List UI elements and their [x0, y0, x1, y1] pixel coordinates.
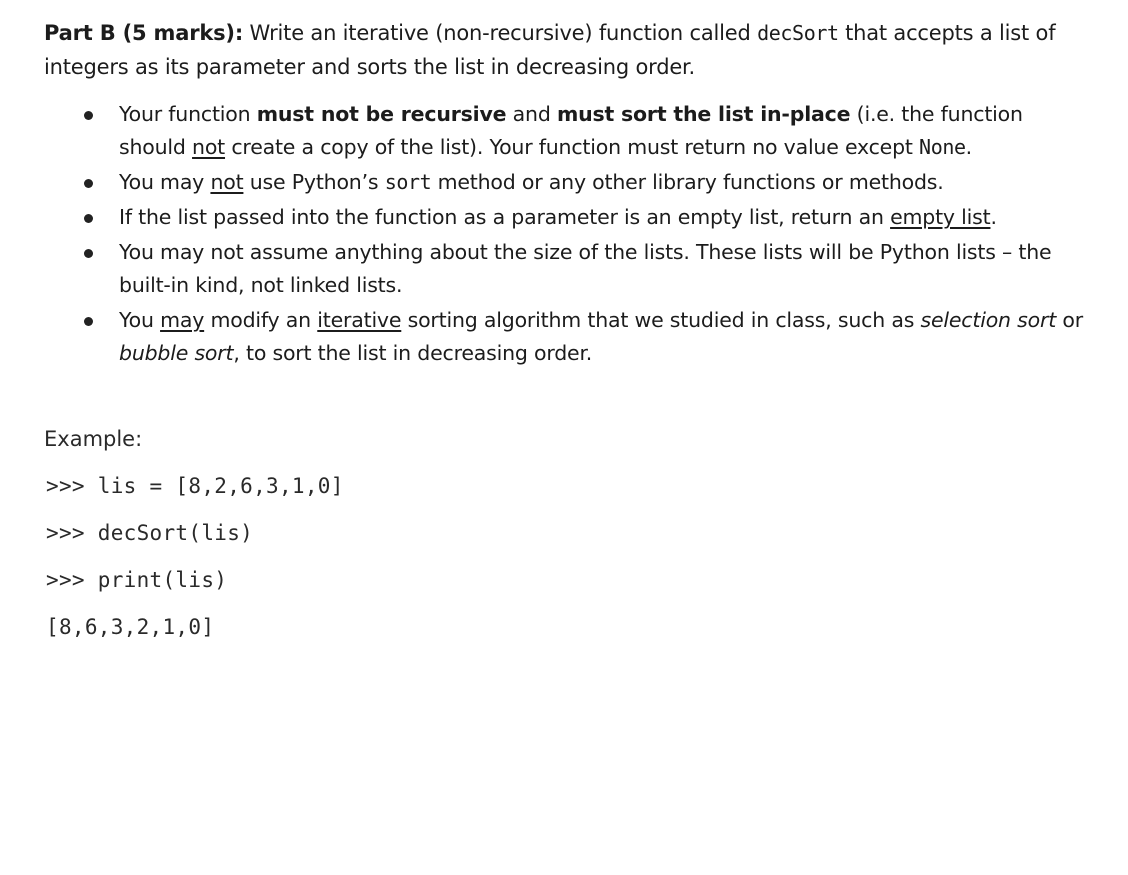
req1-text: and	[506, 102, 557, 126]
req5-text: , to sort the list in decreasing order.	[233, 341, 593, 365]
requirement-item-2	[44, 166, 1084, 199]
req5-text: sorting algorithm that we studied in class, such as	[401, 308, 921, 332]
req3-underline-empty-list: empty list	[890, 205, 991, 229]
req1-text: create a copy of the list). Your function must return no value except	[225, 135, 920, 159]
req4-text: You may not assume anything about the size of the lists. These lists will be Python lists – the built-in kind, not linked lists.	[119, 240, 1052, 297]
req5-italic-bubble-sort: bubble sort	[119, 341, 234, 365]
req1-bold-inplace: must sort the list in-place	[556, 102, 851, 126]
example-label: Example:	[44, 427, 143, 451]
part-b-intro	[44, 16, 1084, 84]
example-section	[44, 422, 1084, 644]
bullet-icon	[84, 214, 93, 223]
req1-text: (i.e. the function should	[119, 102, 1023, 159]
requirements-list	[44, 98, 1084, 370]
req2-text: You may	[119, 170, 211, 194]
requirement-item-5	[44, 304, 1084, 370]
req2-underline-not: not	[210, 170, 244, 194]
part-b-heading: Part B (5 marks):	[44, 21, 244, 45]
req3-text: If the list passed into the function as a parameter is an empty list, return an	[119, 205, 891, 229]
req2-sort-code: sort	[384, 170, 432, 194]
req5-underline-iterative: iterative	[317, 308, 402, 332]
req5-underline-may: may	[160, 308, 205, 332]
req1-text: Your function	[119, 102, 257, 126]
document-page	[44, 16, 1084, 657]
bullet-icon	[84, 317, 93, 326]
code-line-output: [8,6,3,2,1,0]	[46, 615, 215, 639]
intro-text-1: Write an iterative (non-recursive) function called	[243, 21, 758, 45]
requirement-item-1	[44, 98, 1084, 164]
bullet-icon	[84, 179, 93, 188]
requirement-item-3	[44, 201, 1084, 234]
req1-none-code: None	[919, 135, 966, 159]
req1-text: .	[965, 135, 972, 159]
req2-text: use Python’s	[243, 170, 385, 194]
intro-text-2: that accepts a list of integers as its parameter and sorts the list in decreasing order.	[44, 21, 1056, 79]
bullet-icon	[84, 249, 93, 258]
req5-text: or	[1056, 308, 1083, 332]
req2-text: method or any other library functions or methods.	[431, 170, 944, 194]
req5-italic-selection-sort: selection sort	[920, 308, 1057, 332]
code-line-print: >>> print(lis)	[46, 568, 228, 592]
req5-text: You	[119, 308, 161, 332]
function-name: decSort	[757, 21, 839, 45]
requirement-item-4	[44, 236, 1084, 302]
code-line-call: >>> decSort(lis)	[46, 521, 254, 545]
code-line-assign: >>> lis = [8,2,6,3,1,0]	[46, 474, 344, 498]
bullet-icon	[84, 111, 93, 120]
req3-text: .	[990, 205, 997, 229]
req1-underline-not: not	[192, 135, 226, 159]
req1-bold-recursive: must not be recursive	[256, 102, 507, 126]
req5-text: modify an	[204, 308, 318, 332]
